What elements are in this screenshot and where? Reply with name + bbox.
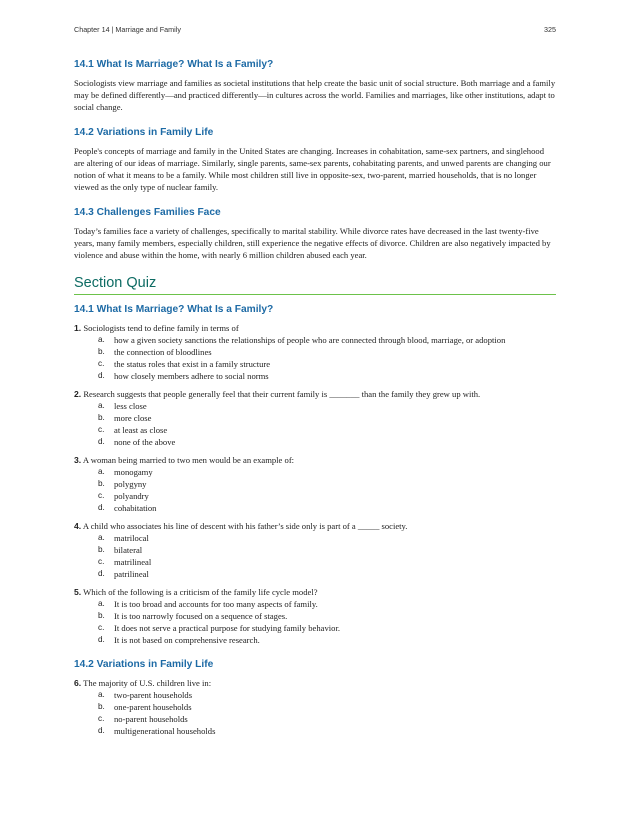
answer-option [74, 412, 556, 424]
quiz-section-heading: 14.2 Variations in Family Life [74, 659, 214, 670]
option-text: It does not serve a practical purpose for studying family behavior. [114, 623, 340, 633]
question-number: 4. [74, 521, 82, 531]
option-letter: b. [98, 413, 105, 422]
option-text: bilateral [114, 545, 143, 555]
option-text: cohabitation [114, 503, 157, 513]
option-letter: c. [98, 714, 105, 723]
question-text: A child who associates his line of descent with his father’s side only is part of a _____ society. [82, 521, 408, 531]
option-letter: a. [98, 335, 105, 344]
option-letter: a. [98, 690, 105, 699]
summary-section [74, 58, 556, 261]
quiz-section-heading: 14.1 What Is Marriage? What Is a Family? [74, 304, 274, 315]
answer-option [74, 556, 556, 568]
option-text: how a given society sanctions the relationships of people who are connected through blood, marriage, or adoption [114, 335, 506, 345]
question-stem [74, 586, 556, 598]
answer-option [74, 346, 556, 358]
answer-option [74, 544, 556, 556]
option-letter: d. [98, 437, 105, 446]
answer-option [74, 634, 556, 646]
option-text: the connection of bloodlines [114, 347, 212, 357]
option-letter: a. [98, 599, 105, 608]
question-number: 2. [74, 389, 82, 399]
option-text: It is not based on comprehensive research. [114, 635, 260, 645]
option-letter: d. [98, 569, 105, 578]
option-text: none of the above [114, 437, 176, 447]
option-text: how closely members adhere to social norms [114, 371, 269, 381]
option-letter: b. [98, 545, 105, 554]
option-text: It is too narrowly focused on a sequence of stages. [114, 611, 288, 621]
option-text: the status roles that exist in a family structure [114, 359, 271, 369]
option-letter: c. [98, 491, 105, 500]
option-text: one-parent households [114, 702, 192, 712]
summary-heading: 14.3 Challenges Families Face [74, 207, 221, 218]
option-text: matrilocal [114, 533, 149, 543]
option-text: monogamy [114, 467, 153, 477]
option-text: two-parent households [114, 690, 193, 700]
option-text: It is too broad and accounts for too many aspects of family. [114, 599, 318, 609]
option-letter: d. [98, 726, 105, 735]
question-text: Which of the following is a criticism of the family life cycle model? [83, 587, 318, 597]
answer-option [74, 689, 556, 701]
option-letter: b. [98, 347, 105, 356]
option-letter: c. [98, 623, 105, 632]
answer-options [74, 400, 556, 448]
option-letter: d. [98, 371, 105, 380]
question-number: 3. [74, 455, 82, 465]
quiz-question [74, 677, 556, 737]
answer-option [74, 400, 556, 412]
option-letter: b. [98, 611, 105, 620]
option-text: polygyny [114, 479, 147, 489]
quiz-question [74, 586, 556, 646]
question-stem [74, 388, 556, 400]
option-letter: c. [98, 359, 105, 368]
question-text: Research suggests that people generally feel that their current family is _______ than the family they grew up with. [83, 389, 481, 399]
question-stem [74, 454, 556, 466]
answer-option [74, 532, 556, 544]
quiz-question [74, 322, 556, 382]
chapter-title: Chapter 14 | Marriage and Family [74, 25, 181, 34]
answer-option [74, 725, 556, 737]
answer-options [74, 466, 556, 514]
page-header [74, 25, 556, 37]
option-text: no-parent households [114, 714, 188, 724]
option-text: multigenerational households [114, 726, 216, 736]
option-letter: a. [98, 467, 105, 476]
answer-option [74, 502, 556, 514]
page-content [74, 58, 556, 743]
answer-option [74, 436, 556, 448]
answer-option [74, 598, 556, 610]
answer-options [74, 334, 556, 382]
option-letter: b. [98, 702, 105, 711]
quiz-body [74, 303, 556, 737]
question-stem [74, 677, 556, 689]
answer-option [74, 478, 556, 490]
quiz-question [74, 454, 556, 514]
question-number: 6. [74, 678, 82, 688]
option-letter: b. [98, 479, 105, 488]
answer-option [74, 358, 556, 370]
summary-paragraph: Today’s families face a variety of challenges, specifically to marital stability. While divorce rates have decreased in the last twenty-five years, many family members, especially children, still experience the negative effects of divorce. Children are also negatively impacted by violence and abuse within the home, with nearly 6 million children abused each year. [74, 226, 551, 260]
answer-option [74, 701, 556, 713]
question-number: 5. [74, 587, 82, 597]
answer-option [74, 424, 556, 436]
option-letter: a. [98, 533, 105, 542]
answer-option [74, 334, 556, 346]
answer-option [74, 490, 556, 502]
question-text: The majority of U.S. children live in: [83, 678, 212, 688]
summary-paragraph: People's concepts of marriage and family in the United States are changing. Increases in cohabitation, same-sex partners, and singlehood are altering of our ideas of marriage. Similarly, single parents, same-sex parents, cohabitating parents, and unwed parents are changing our notion of what it means to be a family. While most children still live in opposite-sex, two-parent, married households, that is no longer viewed as the only type of nuclear family. [74, 146, 551, 192]
option-letter: a. [98, 401, 105, 410]
summary-heading: 14.1 What Is Marriage? What Is a Family? [74, 59, 274, 70]
answer-option [74, 713, 556, 725]
answer-option [74, 610, 556, 622]
answer-option [74, 466, 556, 478]
option-letter: c. [98, 425, 105, 434]
quiz-question [74, 388, 556, 448]
answer-option [74, 568, 556, 580]
option-text: matrilineal [114, 557, 152, 567]
option-letter: d. [98, 635, 105, 644]
answer-option [74, 622, 556, 634]
summary-paragraph: Sociologists view marriage and families as societal institutions that help create the basic unit of social structure. Both marriage and a family may be defined differently—and practiced differently—in cultures across the world. Families and marriages, like other institutions, adapt to social change. [74, 78, 556, 112]
option-text: more close [114, 413, 152, 423]
question-text: Sociologists tend to define family in terms of [83, 323, 239, 333]
quiz-question [74, 520, 556, 580]
page-number: 325 [544, 25, 556, 34]
question-text: A woman being married to two men would be an example of: [82, 455, 295, 465]
option-text: less close [114, 401, 147, 411]
option-letter: c. [98, 557, 105, 566]
question-stem [74, 520, 556, 532]
summary-heading: 14.2 Variations in Family Life [74, 127, 214, 138]
answer-options [74, 689, 556, 737]
answer-options [74, 598, 556, 646]
option-letter: d. [98, 503, 105, 512]
option-text: patrilineal [114, 569, 149, 579]
option-text: polyandry [114, 491, 149, 501]
quiz-title: Section Quiz [74, 274, 556, 295]
question-number: 1. [74, 323, 82, 333]
answer-option [74, 370, 556, 382]
option-text: at least as close [114, 425, 168, 435]
answer-options [74, 532, 556, 580]
question-stem [74, 322, 556, 334]
